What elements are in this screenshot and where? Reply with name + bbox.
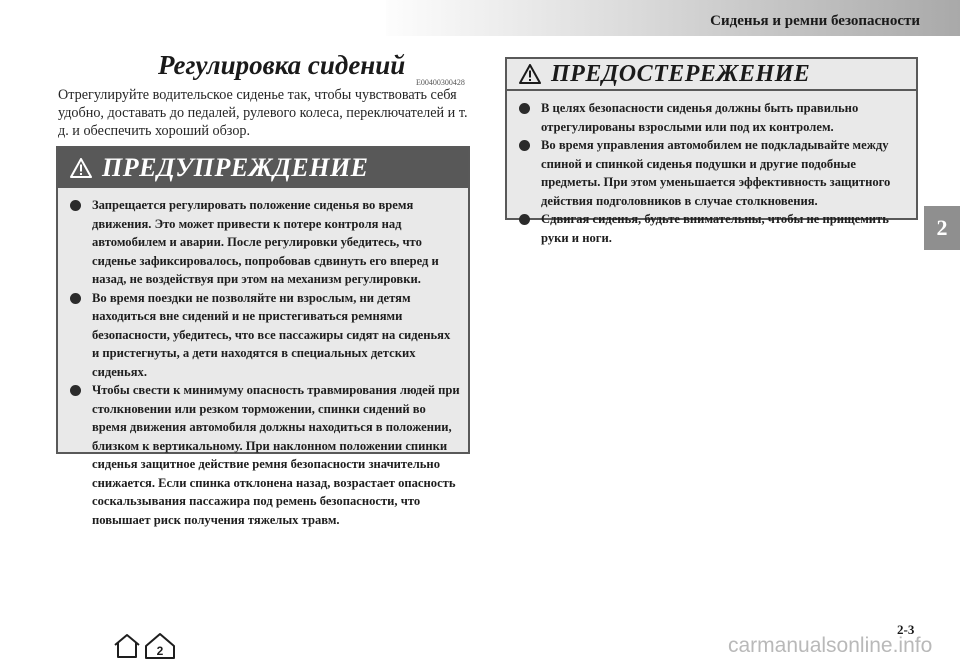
home-icon[interactable] bbox=[115, 635, 139, 657]
chapter-tab[interactable] bbox=[924, 206, 960, 250]
header-bar bbox=[386, 0, 960, 36]
warning-box bbox=[56, 146, 470, 527]
header-title: Сиденья и ремни безопасности bbox=[710, 13, 920, 29]
caution-list bbox=[507, 91, 916, 255]
warning-triangle-icon bbox=[519, 64, 541, 84]
caution-box bbox=[505, 57, 918, 245]
warning-list bbox=[58, 188, 468, 537]
nav-chapter-number: 2 bbox=[156, 644, 164, 658]
caution-box-title: ПРЕДОСТЕРЕЖЕНИЕ bbox=[551, 60, 811, 87]
caution-box-header bbox=[507, 59, 916, 91]
watermark: carmanualsonline.info bbox=[728, 634, 933, 657]
footer-nav bbox=[112, 632, 184, 659]
list-item: Сдвигая сиденья, будьте внимательны, чтобы не прищемить руки и ноги. bbox=[519, 210, 908, 247]
section-code: E00400300428 bbox=[416, 78, 465, 87]
list-item: Запрещается регулировать положение сиденья во время движения. Это может привести к потере контроля над автомобилем и аварии. После регулировки убедитесь, что сиденье зафиксировалось, попробовав сдвинуть его вперед и назад, не воздействуя при этом на механизм регулировки. bbox=[70, 196, 460, 289]
list-item: Во время управления автомобилем не подкладывайте между спиной и спинкой сиденья подушки и другие подобные предметы. При этом уменьшается эффективность защитного действия подголовников в случае столкновения. bbox=[519, 136, 908, 210]
list-item: Чтобы свести к минимуму опасность травмирования людей при столкновении или резком торможении, спинки сидений во время движения автомобиля должны находиться в положении, близком к вертикальному. При наклонном положении спинки сиденья защитное действие ремня безопасности значительно снижается. Если спинка отклонена назад, возрастает опасность соскальзывания пассажира под ремень безопасности, что повышает риск получения тяжелых травм. bbox=[70, 381, 460, 529]
section-intro: Отрегулируйте водительское сиденье так, чтобы чувствовать себя удобно, доставать до педалей, рулевого колеса, переключателей и т. д. и обеспечить хороший обзор. bbox=[58, 87, 468, 139]
chapter-home-icon[interactable] bbox=[146, 634, 174, 658]
warning-box-header bbox=[58, 148, 468, 188]
warning-box-title: ПРЕДУПРЕЖДЕНИЕ bbox=[102, 153, 369, 182]
list-item: Во время поездки не позволяйте ни взрослым, ни детям находиться вне сидений и не пристегиваться ремнями безопасности, убедитесь, что все пассажиры сидят на сиденьях и пристегнуты, а дети находятся в специальных детских сиденьях. bbox=[70, 289, 460, 382]
warning-triangle-icon bbox=[70, 158, 92, 178]
page-number: 2-3 bbox=[897, 622, 915, 637]
chapter-tab-number: 2 bbox=[936, 215, 948, 240]
section-title: Регулировка сидений bbox=[158, 50, 406, 80]
list-item: В целях безопасности сиденья должны быть правильно отрегулированы взрослыми или под их контролем. bbox=[519, 99, 908, 136]
